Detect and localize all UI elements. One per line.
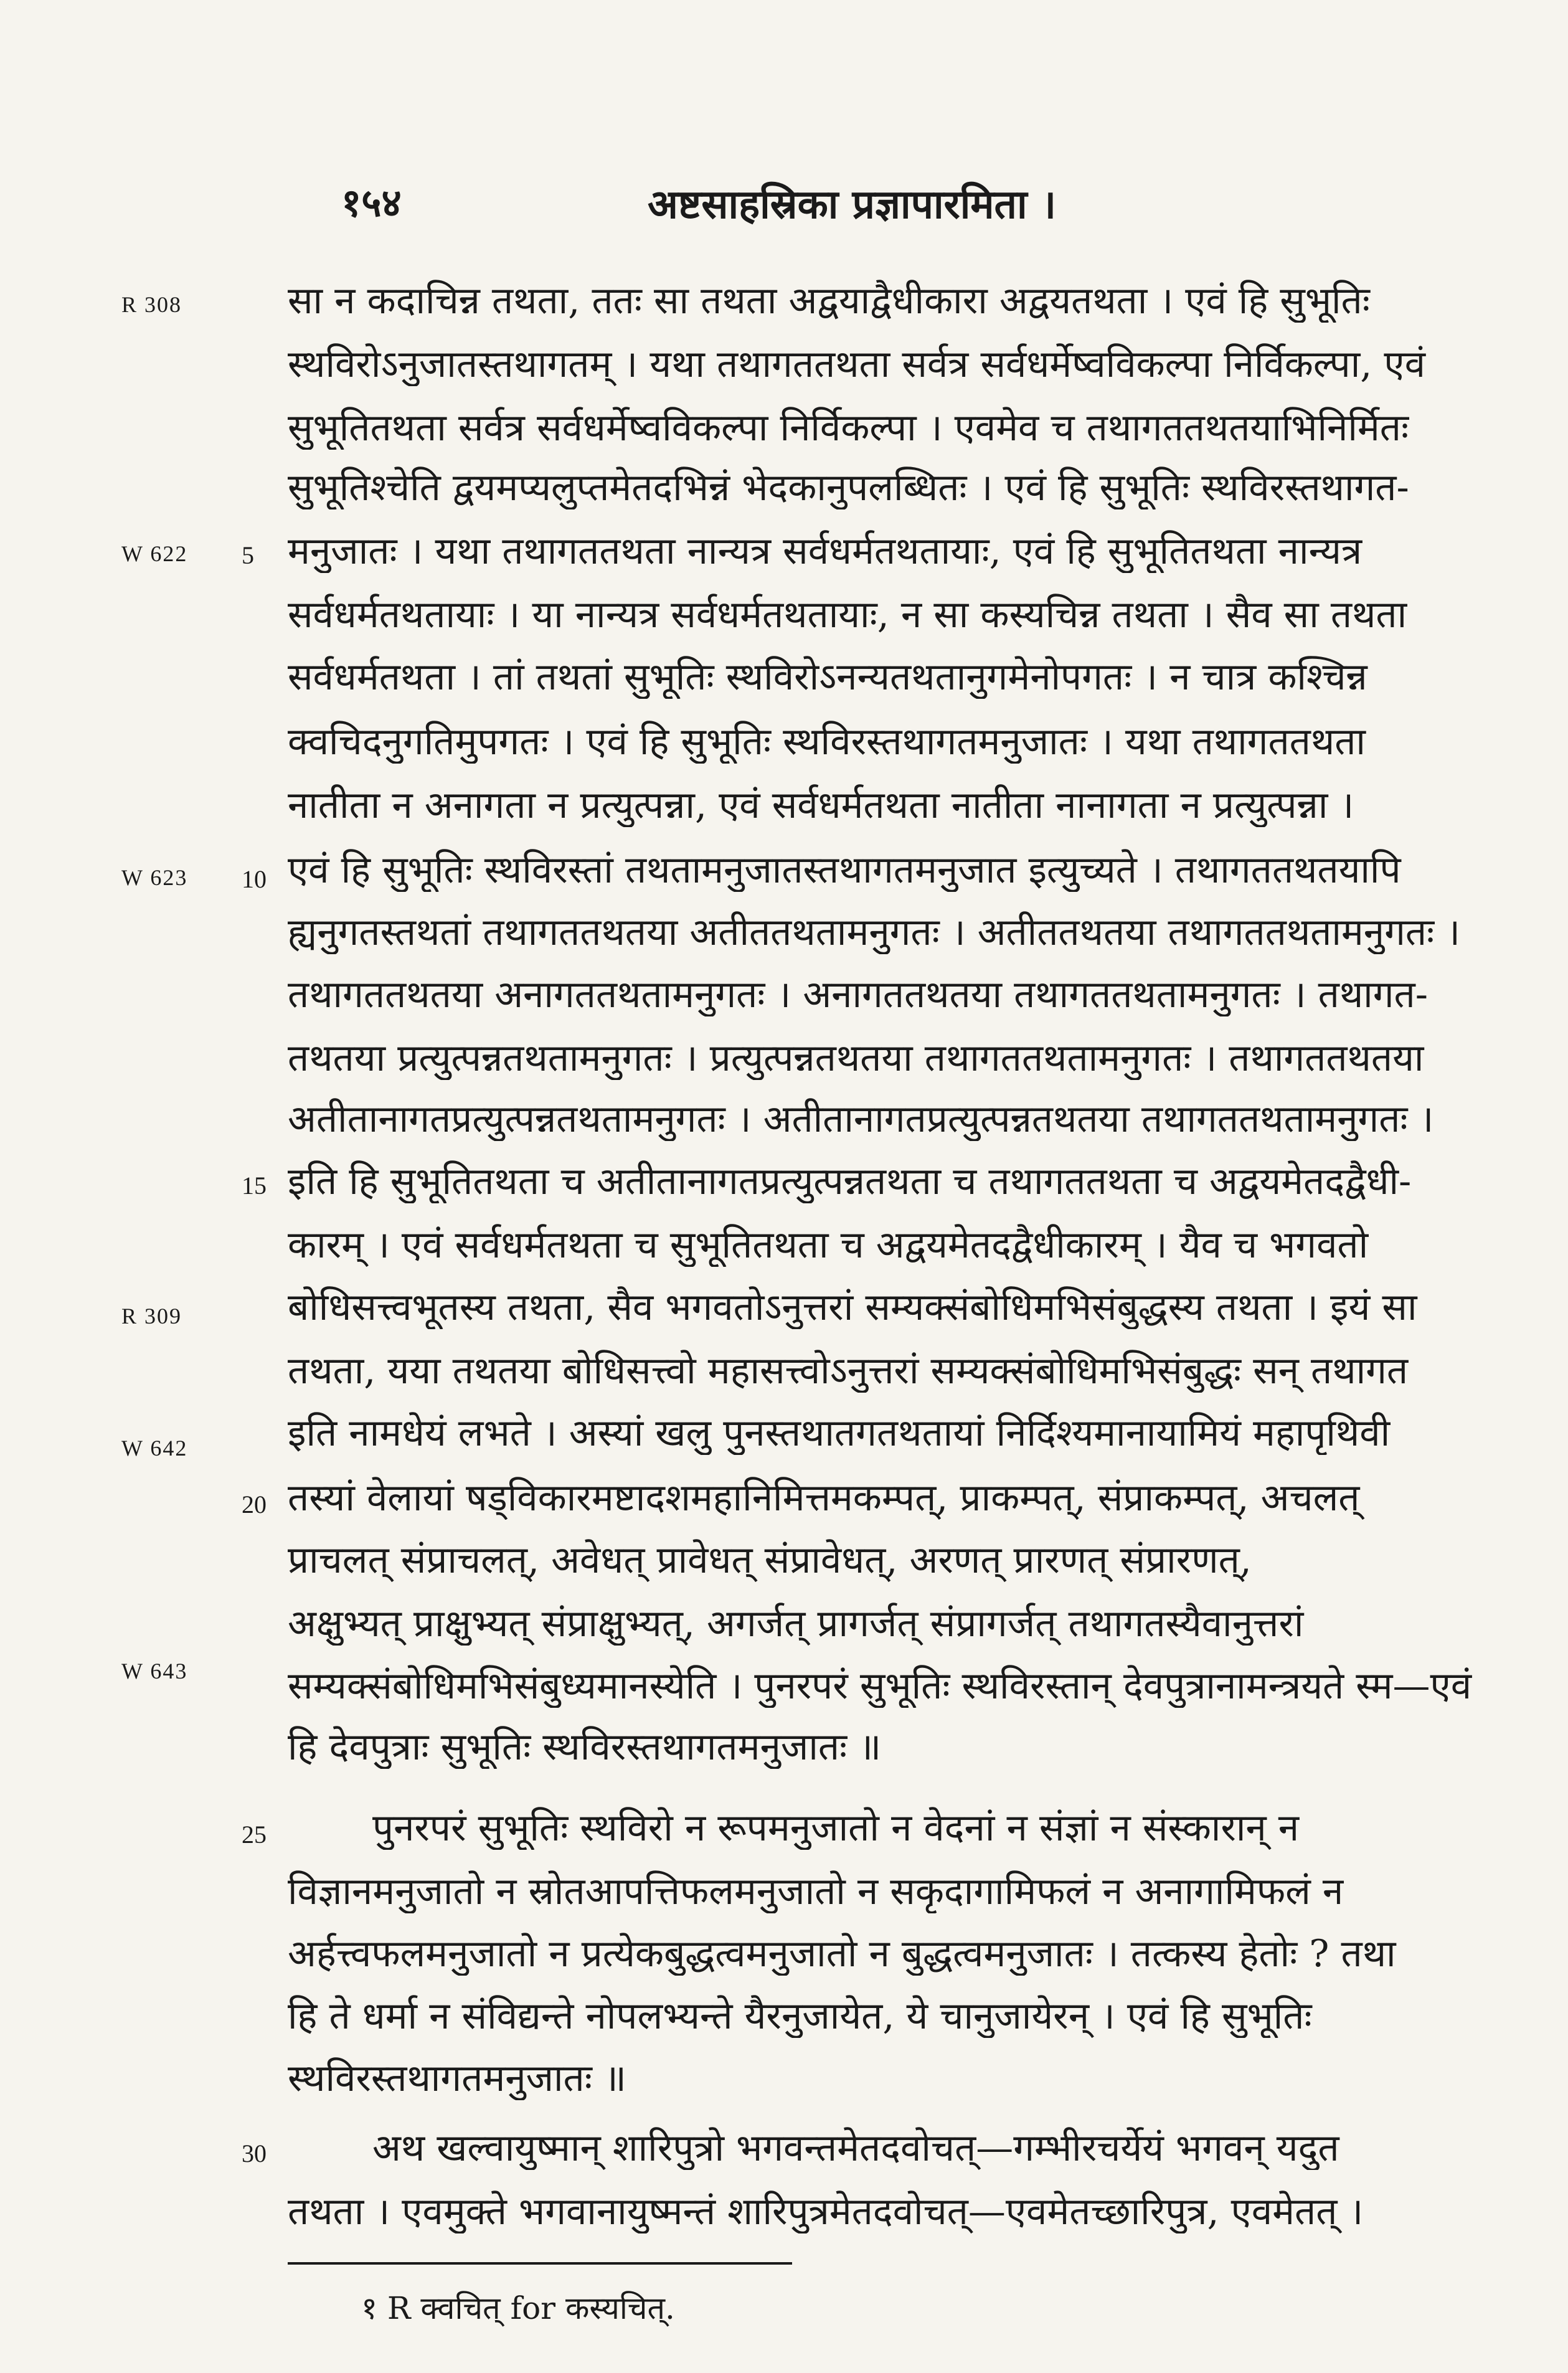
- text-line: स्थविरोऽनुजातस्तथागतम् । यथा तथागततथता सर्वत्र सर्वधर्मेष्वविकल्पा निर्विकल्पा, एवं: [288, 343, 1425, 386]
- running-title: अष्टसाहस्रिका प्रज्ञापारमिता ।: [648, 181, 1057, 228]
- text-line: नातीता न अनागता न प्रत्युत्पन्ना, एवं सर्वधर्मतथता नातीता नानागता न प्रत्युत्पन्ना ।: [288, 784, 1354, 827]
- text-line: कारम् । एवं सर्वधर्मतथता च सुभूतितथता च अद्वयमेतदद्वैधीकारम् । यैव च भगवतो: [288, 1223, 1369, 1267]
- line-number: 30: [242, 2139, 267, 2167]
- line-number: 15: [242, 1172, 267, 1200]
- text-line: क्वचिदनुगतिमुपगतः । एवं हि सुभूतिः स्थविरस्तथागतमनुजातः । यथा तथागततथता: [288, 720, 1366, 764]
- text-line: विज्ञानमनुजातो न स्रोतआपत्तिफलमनुजातो न सकृदागामिफलं न अनागामिफलं न: [288, 1870, 1344, 1913]
- text-line: सुभूतितथता सर्वत्र सर्वधर्मेष्वविकल्पा निर्विकल्पा । एवमेव च तथागततथतयाभिनिर्मितः: [288, 406, 1409, 450]
- text-line: अक्षुभ्यत् प्राक्षुभ्यत् संप्राक्षुभ्यत्, अगर्जत् प्रागर्जत् संप्रागर्जत् तथागतस्यैवानुत्तरां: [288, 1602, 1304, 1646]
- text-line: स्थविरस्तथागतमनुजातः ॥: [288, 2057, 626, 2100]
- text-line: हि ते धर्मा न संविद्यन्ते नोपलभ्यन्ते यैरनुजायेत, ये चानुजायेरन् । एवं हि सुभूतिः: [288, 1994, 1312, 2038]
- line-number: 10: [242, 865, 267, 893]
- text-line: मनुजातः । यथा तथागततथता नान्यत्र सर्वधर्मतथतायाः, एवं हि सुभूतितथता नान्यत्र: [288, 529, 1363, 573]
- margin-ref: R 309: [121, 1304, 182, 1329]
- text-line: तथतया प्रत्युत्पन्नतथतामनुगतः । प्रत्युत्पन्नतथतया तथागततथतामनुगतः । तथागततथतया: [288, 1036, 1424, 1080]
- line-number: 25: [242, 1821, 267, 1849]
- text-line: अतीतानागतप्रत्युत्पन्नतथतामनुगतः । अतीतानागतप्रत्युत्पन्नतथतया तथागततथतामनुगतः ।: [288, 1097, 1434, 1141]
- margin-ref: W 642: [121, 1436, 188, 1461]
- text-line: सर्वधर्मतथता । तां तथतां सुभूतिः स्थविरोऽनन्यतथतानुगमेनोपगतः । न चात्र कश्चिन्न: [288, 655, 1367, 699]
- text-line: ह्यनुगतस्तथतां तथागततथतया अतीततथतामनुगतः । अतीततथतया तथागततथतामनुगतः ।: [288, 911, 1460, 954]
- margin-ref: W 622: [121, 541, 188, 566]
- text-line: तस्यां वेलायां षड्विकारमष्टादशमहानिमित्तमकम्पत्, प्राकम्पत्, संप्राकम्पत्, अचलत्: [288, 1476, 1360, 1520]
- text-line: इति नामधेयं लभते । अस्यां खलु पुनस्तथातगतथतायां निर्दिश्यमानायामियं महापृथिवी: [288, 1411, 1391, 1455]
- text-line: प्राचलत् संप्राचलत्, अवेधत् प्रावेधत् संप्रावेधत्, अरणत् प्रारणत् संप्रारणत्,: [288, 1538, 1252, 1582]
- text-line: बोधिसत्त्वभूतस्य तथता, सैव भगवतोऽनुत्तरां सम्यक्संबोधिमभिसंबुद्धस्य तथता । इयं सा: [288, 1286, 1417, 1329]
- text-line: हि देवपुत्राः सुभूतिः स्थविरस्तथागतमनुजातः ॥: [288, 1725, 882, 1769]
- text-line: अर्हत्त्वफलमनुजातो न प्रत्येकबुद्धत्वमनुजातो न बुद्धत्वमनुजातः । तत्कस्य हेतोः ? तथा: [288, 1932, 1396, 1976]
- text-line: इति हि सुभूतितथता च अतीतानागतप्रत्युत्पन्नतथता च तथागततथता च अद्वयमेतदद्वैधी-: [288, 1160, 1412, 1203]
- text-line: तथता । एवमुक्ते भगवानायुष्मन्तं शारिपुत्रमेतदवोचत्—एवमेतच्छारिपुत्र, एवमेतत् ।: [288, 2190, 1364, 2233]
- footnote-rule: [288, 2262, 792, 2265]
- line-number: 5: [242, 541, 254, 569]
- margin-ref: W 643: [121, 1659, 188, 1684]
- text-line: सर्वधर्मतथतायाः । या नान्यत्र सर्वधर्मतथतायाः, न सा कस्यचिन्न तथता । सैव सा तथता: [288, 593, 1407, 637]
- text-line: तथता, यया तथतया बोधिसत्त्वो महासत्त्वोऽनुत्तरां सम्यक्संबोधिमभिसंबुद्धः सन् तथागत: [288, 1349, 1409, 1393]
- text-line: एवं हि सुभूतिः स्थविरस्तां तथतामनुजातस्तथागतमनुजात इत्युच्यते । तथागततथतयापि: [288, 848, 1401, 892]
- page-number: १५४: [341, 180, 402, 225]
- margin-ref: W 623: [121, 865, 188, 890]
- text-line: सम्यक्संबोधिमभिसंबुध्यमानस्येति । पुनरपरं सुभूतिः स्थविरस्तान् देवपुत्रानामन्त्रयते स्म—एवं: [288, 1664, 1472, 1708]
- text-line: पुनरपरं सुभूतिः स्थविरो न रूपमनुजातो न वेदनां न संज्ञां न संस्कारान् न: [372, 1806, 1300, 1850]
- margin-ref: R 308: [121, 292, 182, 317]
- text-line: सा न कदाचिन्न तथता, ततः सा तथता अद्वयाद्वैधीकारा अद्वयतथता । एवं हि सुभूतिः: [288, 279, 1370, 323]
- text-line: तथागततथतया अनागततथतामनुगतः । अनागततथतया तथागततथतामनुगतः । तथागत-: [288, 973, 1428, 1016]
- text-line: सुभूतिश्चेति द्वयमप्यलुप्तमेतदभिन्नं भेदकानुपलब्धितः । एवं हि सुभूतिः स्थविरस्तथागत-: [288, 466, 1409, 509]
- line-number: 20: [242, 1490, 267, 1518]
- text-line: अथ खल्वायुष्मान् शारिपुत्रो भगवन्तमेतदवोचत्—गम्भीरचर्येयं भगवन् यदुत: [372, 2126, 1339, 2170]
- page-header: [0, 176, 1568, 232]
- footnote: १ R क्वचित् for कस्यचित्.: [361, 2290, 675, 2326]
